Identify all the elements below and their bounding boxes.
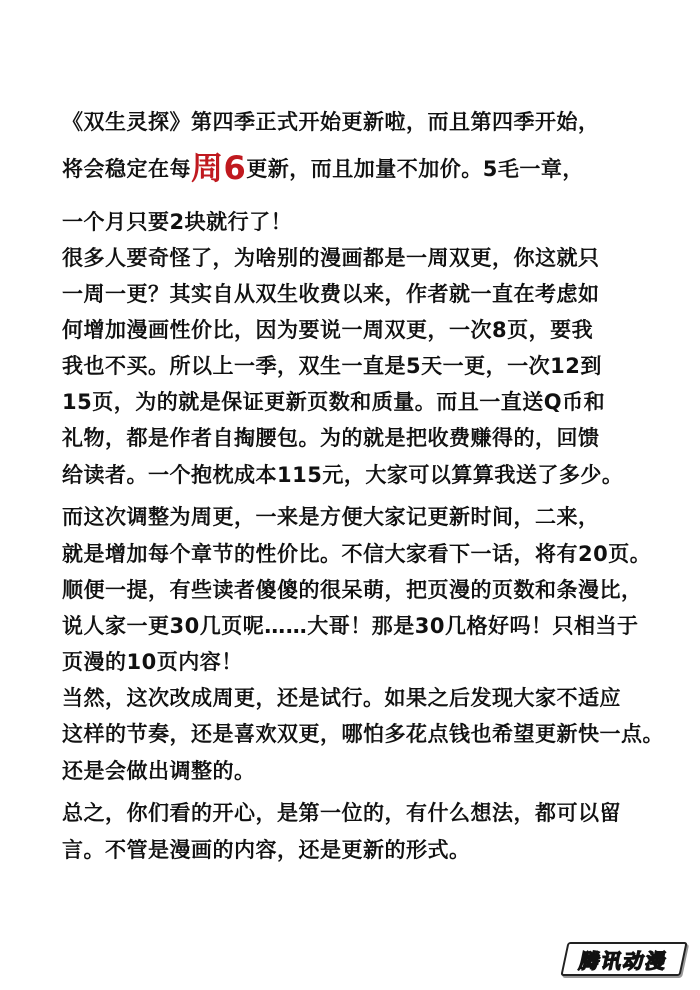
text-line: 《双生灵探》第四季正式开始更新啦，而且第四季开始， [62,110,600,134]
text-line: 当然，这次改成周更，还是试行。如果之后发现大家不适应 [62,686,621,710]
text-line: 很多人要奇怪了，为啥别的漫画都是一周双更，你这就只 [62,246,600,270]
text-line: 给读者。一个抱枕成本115元，大家可以算算我送了多少。 [62,463,624,487]
text-line: 总之，你们看的开心，是第一位的，有什么想法，都可以留 [62,801,621,825]
text-line: 礼物，都是作者自掏腰包。为的就是把收费赚得的，回馈 [62,426,600,450]
text-line: 何增加漫画性价比，因为要说一周双更，一次8页，要我 [62,318,594,342]
highlight-line [62,149,584,187]
text-line: 一个月只要2块就行了！ [62,210,293,234]
highlight-before: 将会稳定在每 [62,157,191,181]
highlight-after: 更新，而且加量不加价。5毛一章， [246,157,584,181]
text-line: 就是增加每个章节的性价比。不信大家看下一话，将有20页。 [62,542,652,566]
weekly-6-emphasis: 周6 [191,149,247,187]
text-line: 我也不买。所以上一季，双生一直是5天一更，一次12到 [62,354,602,378]
text-line: 15页，为的就是保证更新页数和质量。而且一直送Q币和 [62,390,606,414]
watermark-text: 腾讯动漫 [577,948,671,973]
text-line: 言。不管是漫画的内容，还是更新的形式。 [62,838,471,862]
text-line: 页漫的10页内容！ [62,650,243,674]
text-line: 说人家一更30几页呢……大哥！那是30几格好吗！只相当于 [62,614,639,638]
text-line: 这样的节奏，还是喜欢双更，哪怕多花点钱也希望更新快一点。 [62,722,664,746]
tencent-comics-watermark-logo [560,942,687,976]
text-line: 顺便一提，有些读者傻傻的很呆萌，把页漫的页数和条漫比， [62,578,643,602]
text-line: 而这次调整为周更，一来是方便大家记更新时间，二来， [62,505,600,529]
text-line: 一周一更？其实自从双生收费以来，作者就一直在考虑如 [62,282,600,306]
text-line: 还是会做出调整的。 [62,759,256,783]
